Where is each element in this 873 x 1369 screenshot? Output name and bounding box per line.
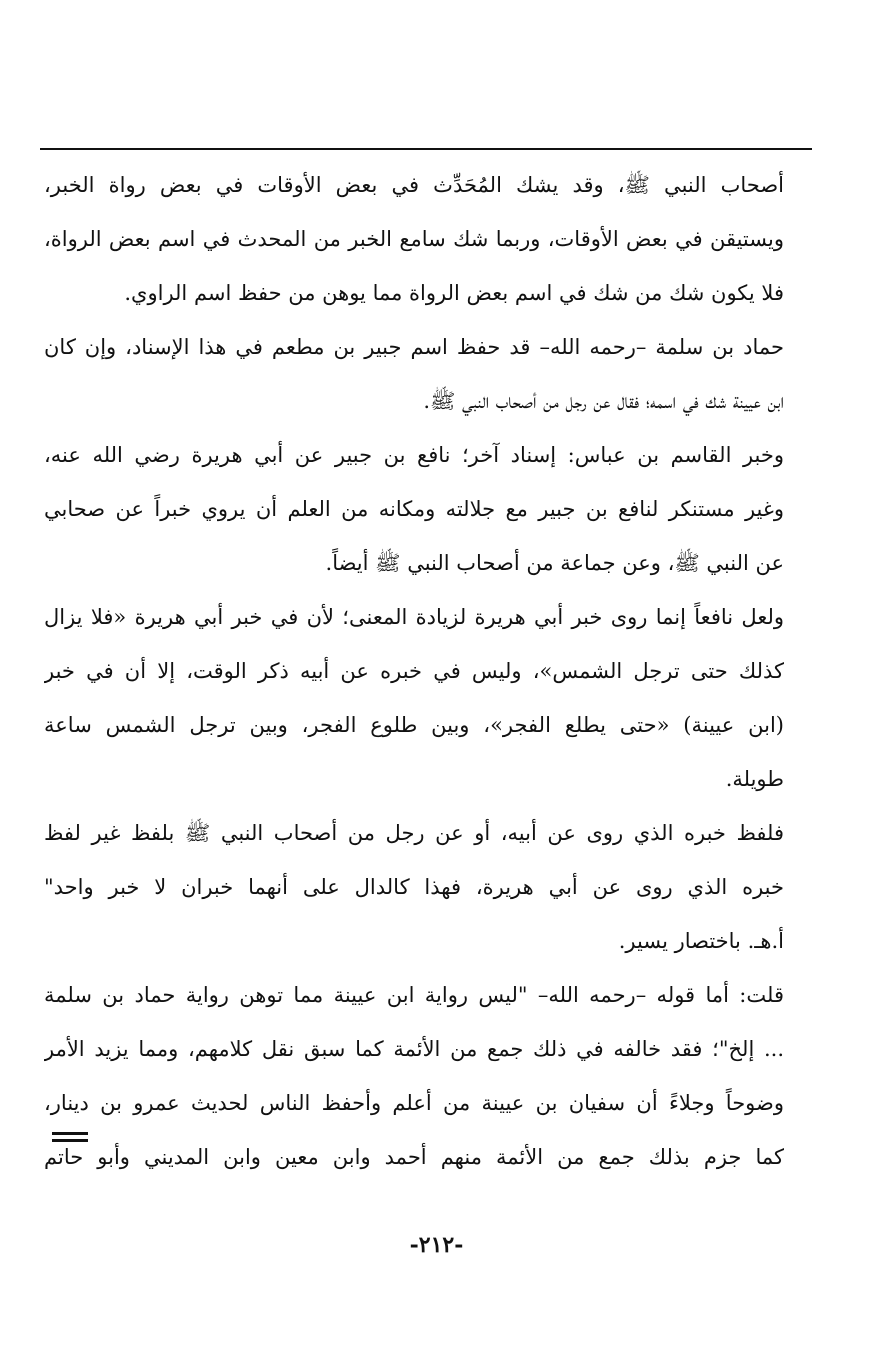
text-line: وخبر القاسم بن عباس: إسناد آخر؛ نافع بن جبير عن أبي هريرة رضي الله عنه، [44,443,784,467]
text-line: وضوحاً وجلاءً أن سفيان بن عيينة من أعلم وأحفظ الناس لحديث عمرو بن دينار، [44,1091,784,1115]
text-line: أصحاب النبي ﷺ، وقد يشك المُحَدِّث في بعض الأوقات في بعض رواة الخبر، [44,173,784,197]
continuation-mark [52,1132,88,1144]
text-line: ابن عيينة شك في اسمه؛ فقال عن رجل من أصحاب النبي ﷺ. [423,389,784,413]
text-line: قلت: أما قوله –رحمه الله– "ليس رواية ابن عيينة مما توهن رواية حماد بن سلمة [44,983,784,1007]
text-line: (ابن عيينة) «حتى يطلع الفجر»، وبين طلوع الفجر، وبين ترجل الشمس ساعة [44,713,784,737]
text-line: وغير مستنكر لنافع بن جبير مع جلالته ومكانه من العلم أن يروي خبراً عن صحابي [44,497,784,521]
text-line: طويلة. [725,767,784,791]
text-line: عن النبي ﷺ، وعن جماعة من أصحاب النبي ﷺ أيضاً. [325,551,784,575]
text-line: فلفظ خبره الذي روى عن أبيه، أو عن رجل من أصحاب النبي ﷺ بلفظ غير لفظ [44,821,784,845]
header-rule [40,148,812,150]
text-line: ولعل نافعاً إنما روى خبر أبي هريرة لزيادة المعنى؛ لأن في خبر أبي هريرة «فلا يزال [44,605,784,629]
text-line: حماد بن سلمة –رحمه الله– قد حفظ اسم جبير بن مطعم في هذا الإسناد، وإن كان [44,335,784,359]
text-line: ويستيقن في بعض الأوقات، وربما شك سامع الخبر من المحدث في اسم بعض الرواة، [44,227,784,251]
text-line: كذلك حتى ترجل الشمس»، وليس في خبره عن أبيه ذكر الوقت، إلا أن في خبر [44,659,784,683]
text-line: ... إلخ"؛ فقد خالفه في ذلك جمع من الأئمة كما سبق نقل كلامهم، ومما يزيد الأمر [44,1037,784,1061]
text-line: أ.هـ. باختصار يسير. [618,929,784,953]
text-body [44,158,784,1184]
text-line: كما جزم بذلك جمع من الأئمة منهم أحمد وابن معين وابن المديني وأبو حاتم [44,1145,784,1169]
text-line: خبره الذي روى عن أبي هريرة، فهذا كالدال على أنهما خبران لا خبر واحد" [44,875,784,899]
page-number: -٢١٢- [409,1232,464,1258]
text-line: فلا يكون شك من شك في اسم بعض الرواة مما يوهن من حفظ اسم الراوي. [124,281,784,305]
